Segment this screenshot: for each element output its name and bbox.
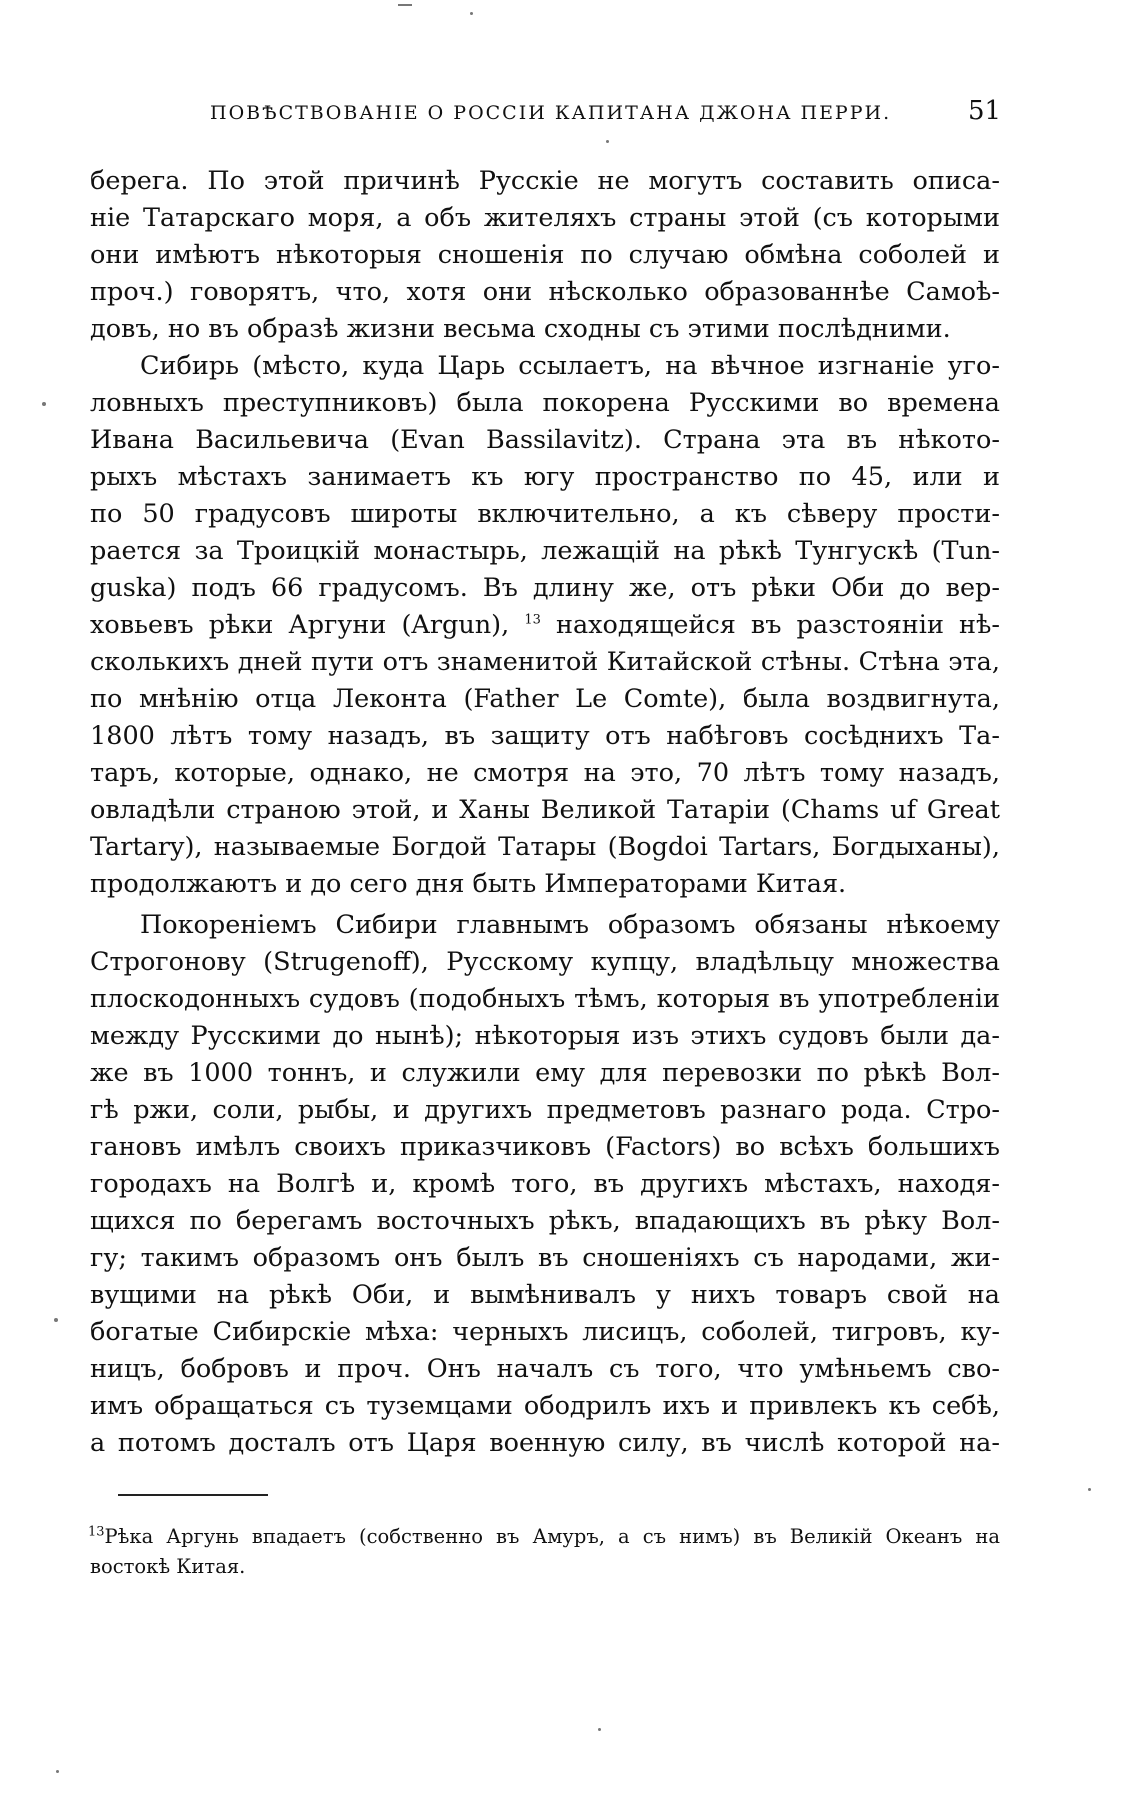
- text-line: богатые Сибирскіе мѣха: черныхъ лисицъ, соболей, тигровъ, ку-: [90, 1317, 1000, 1347]
- text-line: ловныхъ преступниковъ) была покорена Русскими во времена: [90, 388, 1000, 418]
- text-line: довъ, но въ образѣ жизни весьма сходны съ этими послѣдними.: [90, 314, 951, 344]
- text-line: ницъ, бобровъ и проч. Онъ началъ съ того, что умѣньемъ сво-: [90, 1354, 1000, 1384]
- paragraph-start-line: Покореніемъ Сибири главнымъ образомъ обязаны нѣкоему: [140, 910, 1000, 940]
- scan-speck: [398, 4, 412, 6]
- running-header: [0, 96, 1140, 128]
- running-title: ПОВѢСТВОВАНІЕ О РОССІИ КАПИТАНА ДЖОНА ПЕРРИ.: [210, 102, 892, 124]
- text-line: гу; такимъ образомъ онъ былъ въ сношеніяхъ съ народами, жи-: [90, 1243, 1000, 1273]
- text-line: плоскодонныхъ судовъ (подобныхъ тѣмъ, которыя въ употребленіи: [90, 984, 1000, 1014]
- text-line: же въ 1000 тоннъ, и служили ему для перевозки по рѣкѣ Вол-: [90, 1058, 1000, 1088]
- text-line: гановъ имѣлъ своихъ приказчиковъ (Factors) во всѣхъ большихъ: [90, 1132, 1000, 1162]
- scan-speck: [54, 1318, 58, 1322]
- text-line: Tartary), называемые Богдой Татары (Bogdoi Tartars, Богдыханы),: [90, 832, 1000, 862]
- footnote-line: востокѣ Китая.: [90, 1555, 246, 1578]
- text-line: гѣ ржи, соли, рыбы, и другихъ предметовъ разнаго рода. Стро-: [90, 1095, 1000, 1125]
- footnote-mark: 13: [88, 1524, 105, 1540]
- footnote-line: [88, 1522, 1000, 1552]
- text-line: вущими на рѣкѣ Оби, и вымѣнивалъ у нихъ товаръ свой на: [90, 1280, 1000, 1310]
- text-line: а потомъ досталъ отъ Царя военную силу, въ числѣ которой на-: [90, 1428, 1000, 1458]
- footnote-reference: 13: [524, 612, 541, 628]
- text-line: рыхъ мѣстахъ занимаетъ къ югу пространство по 45, или и: [90, 462, 1000, 492]
- text-line: продолжаютъ и до сего дня быть Императорами Китая.: [90, 869, 847, 899]
- text-line: по мнѣнію отца Леконта (Father Le Comte), была воздвигнута,: [90, 684, 1000, 714]
- text-line: они имѣютъ нѣкоторыя сношенія по случаю обмѣна соболей и: [90, 240, 1000, 270]
- scan-speck: [470, 12, 473, 15]
- scan-speck: [606, 140, 609, 143]
- text-line: сколькихъ дней пути отъ знаменитой Китайской стѣны. Стѣна эта,: [90, 647, 1000, 677]
- text-line: ніе Татарскаго моря, а объ жителяхъ страны этой (съ которыми: [90, 203, 1000, 233]
- text-line: щихся по берегамъ восточныхъ рѣкъ, впадающихъ въ рѣку Вол-: [90, 1206, 1000, 1236]
- text-line: Строгонову (Strugenoff), Русскому купцу, владѣльцу множества: [90, 947, 1000, 977]
- text-line: Ивана Васильевича (Evan Bassilavitz). Страна эта въ нѣкото-: [90, 425, 1000, 455]
- scan-speck: [1088, 1488, 1091, 1491]
- scan-speck: [598, 1728, 601, 1731]
- text-line: городахъ на Волгѣ и, кромѣ того, въ другихъ мѣстахъ, находя-: [90, 1169, 1000, 1199]
- text-line: таръ, которые, однако, не смотря на это, 70 лѣтъ тому назадъ,: [90, 758, 1000, 788]
- footnote-divider: [118, 1494, 268, 1496]
- page-number: 51: [968, 96, 1002, 126]
- text-line: рается за Троицкій монастырь, лежащій на рѣкѣ Тунгускѣ (Tun-: [90, 536, 1000, 566]
- text-line-with-footnote-ref: [90, 607, 1000, 644]
- text-line: берега. По этой причинѣ Русскіе не могутъ составить описа-: [90, 166, 1000, 196]
- line-text-tail: находящейся въ разстояніи нѣ-: [555, 610, 1001, 640]
- footnote-text: Рѣка Аргунь впадаетъ (собственно въ Амуръ, а съ нимъ) въ Великій Океанъ на: [104, 1525, 1000, 1548]
- text-line: по 50 градусовъ широты включительно, а къ сѣверу прости-: [90, 499, 1000, 529]
- text-line: имъ обращаться съ туземцами ободрилъ ихъ и привлекъ къ себѣ,: [90, 1391, 1000, 1421]
- text-line: 1800 лѣтъ тому назадъ, въ защиту отъ набѣговъ сосѣднихъ Та-: [90, 721, 1000, 751]
- text-line: guska) подъ 66 градусомъ. Въ длину же, отъ рѣки Оби до вер-: [90, 573, 1000, 603]
- text-line: между Русскими до нынѣ); нѣкоторыя изъ этихъ судовъ были да-: [90, 1021, 1000, 1051]
- text-line: проч.) говорятъ, что, хотя они нѣсколько образованнѣе Самоѣ-: [90, 277, 1000, 307]
- scan-speck: [56, 1770, 59, 1773]
- paragraph-start-line: Сибирь (мѣсто, куда Царь ссылаетъ, на вѣчное изгнаніе уго-: [140, 351, 1000, 381]
- line-text: ховьевъ рѣки Аргуни (Argun),: [90, 610, 510, 640]
- scan-speck: [42, 402, 46, 406]
- text-line: овладѣли страною этой, и Ханы Великой Татаріи (Chams uf Great: [90, 795, 1000, 825]
